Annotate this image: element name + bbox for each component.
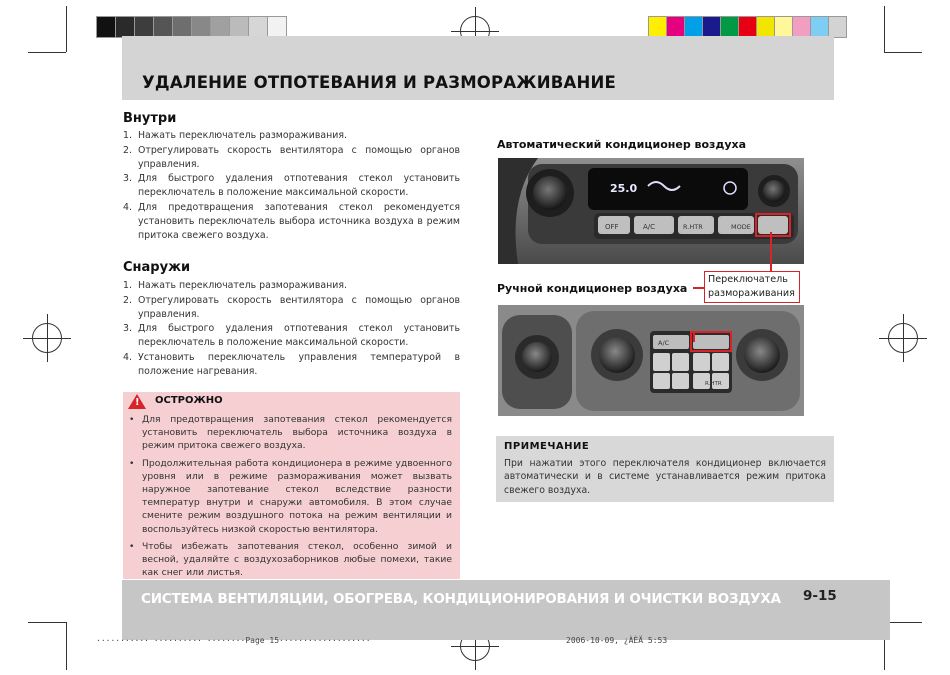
warning-title: ОСТРОЖНО xyxy=(155,395,223,406)
note-box xyxy=(496,436,834,502)
color-swatch xyxy=(703,17,721,37)
outside-step: 4. Установить переключатель управления температурой в положение нагревания. xyxy=(123,351,460,377)
warning-item: • Для предотвращения запотевания стекол рекомендуется установить переключатель выбора источника воздуха в режим притока свежего воздуха. xyxy=(129,414,452,452)
process-color-bar xyxy=(648,16,847,38)
warning-box xyxy=(123,392,460,579)
svg-text:A/C: A/C xyxy=(643,223,656,231)
inside-step: 2. Отрегулировать скорость вентилятора с помощью органов управления. xyxy=(123,144,460,170)
warning-item: • Продолжительная работа кондиционера в режиме удвоенного уровня или в режиме размораживания может вызвать наружное запотевание стекол вследствие разности температур внутри и снаружи автомобиля. В этом случае смените режим воздушного потока на режим вентиляции и воспользуйтесь низкой скоростью вентилятора. xyxy=(129,457,452,535)
outside-step: 3. Для быстрого удаления отпотевания стекол установить переключатель в положение максимальной скорости. xyxy=(123,323,460,349)
color-swatch xyxy=(757,17,775,37)
svg-text:R.HTR: R.HTR xyxy=(705,381,722,387)
inside-steps-list xyxy=(123,129,460,243)
note-text: При нажатии этого переключателя кондиционер включается автоматически и в системе устанавливается режим притока свежего воздуха. xyxy=(504,458,826,496)
footer-band xyxy=(122,580,890,640)
color-swatch xyxy=(116,17,135,37)
defrost-switch-callout: Переключатель размораживания xyxy=(704,271,800,303)
color-swatch xyxy=(135,17,154,37)
color-swatch xyxy=(268,17,286,37)
note-title: ПРИМЕЧАНИЕ xyxy=(504,441,590,452)
color-swatch xyxy=(829,17,846,37)
registration-mark-left xyxy=(32,323,62,353)
color-swatch xyxy=(793,17,811,37)
color-swatch xyxy=(230,17,249,37)
auto-ac-caption: Автоматический кондиционер воздуха xyxy=(497,138,747,151)
outside-steps-list xyxy=(123,279,460,380)
inside-step: 4. Для предотвращения запотевания стекол рекомендуется установить переключатель выбора источника воздуха в режим притока свежего воздуха. xyxy=(123,201,460,241)
registration-mark-right xyxy=(888,323,918,353)
inside-step: 1. Нажать переключатель размораживания. xyxy=(123,130,347,141)
color-swatch xyxy=(192,17,211,37)
warning-triangle-icon xyxy=(128,394,146,409)
color-swatch xyxy=(811,17,829,37)
color-swatch xyxy=(249,17,268,37)
color-swatch xyxy=(154,17,173,37)
color-swatch xyxy=(97,17,116,37)
callout-line-horizontal xyxy=(693,287,704,289)
page-number: 9-15 xyxy=(803,588,837,604)
svg-text:25.0: 25.0 xyxy=(610,182,638,195)
chapter-title: СИСТЕМА ВЕНТИЛЯЦИИ, ОБОГРЕВА, КОНДИЦИОНИРОВАНИЯ И ОЧИСТКИ ВОЗДУХА xyxy=(141,591,781,607)
color-swatch xyxy=(667,17,685,37)
color-swatch xyxy=(739,17,757,37)
svg-text:OFF: OFF xyxy=(605,223,619,231)
svg-text:MODE: MODE xyxy=(731,223,751,231)
page-title: УДАЛЕНИЕ ОТПОТЕВАНИЯ И РАЗМОРАЖИВАНИЕ xyxy=(142,73,616,92)
color-swatch xyxy=(173,17,192,37)
inside-heading: Внутри xyxy=(123,111,177,126)
callout-line-horizontal xyxy=(693,332,695,342)
print-info-page: ··········· ·········· ········Page 15··················· xyxy=(96,636,371,645)
svg-text:R.HTR: R.HTR xyxy=(683,223,703,231)
manual-ac-caption: Ручной кондиционер воздуха xyxy=(497,282,688,295)
color-swatch xyxy=(649,17,667,37)
auto-ac-photo xyxy=(498,158,804,264)
outside-heading: Снаружи xyxy=(123,260,191,275)
outside-step: 2. Отрегулировать скорость вентилятора с помощью органов управления. xyxy=(123,294,460,320)
manual-ac-photo xyxy=(498,305,804,416)
svg-text:A/C: A/C xyxy=(658,339,670,347)
warning-item: • Чтобы избежать запотевания стекол, особенно зимой и весной, удаляйте с воздухозаборников любые помехи, такие как снег или листья. xyxy=(129,540,452,579)
inside-step: 3. Для быстрого удаления отпотевания стекол установить переключатель в положение максимальной скорости. xyxy=(123,173,460,199)
print-info-date: 2006-10-09, ¿ÀÈÄ 5:53 xyxy=(566,636,668,645)
callout-line-vertical xyxy=(770,232,772,271)
color-swatch xyxy=(211,17,230,37)
color-swatch xyxy=(775,17,793,37)
gray-color-bar xyxy=(96,16,287,38)
color-swatch xyxy=(721,17,739,37)
outside-step: 1. Нажать переключатель размораживания. xyxy=(123,280,347,291)
color-swatch xyxy=(685,17,703,37)
